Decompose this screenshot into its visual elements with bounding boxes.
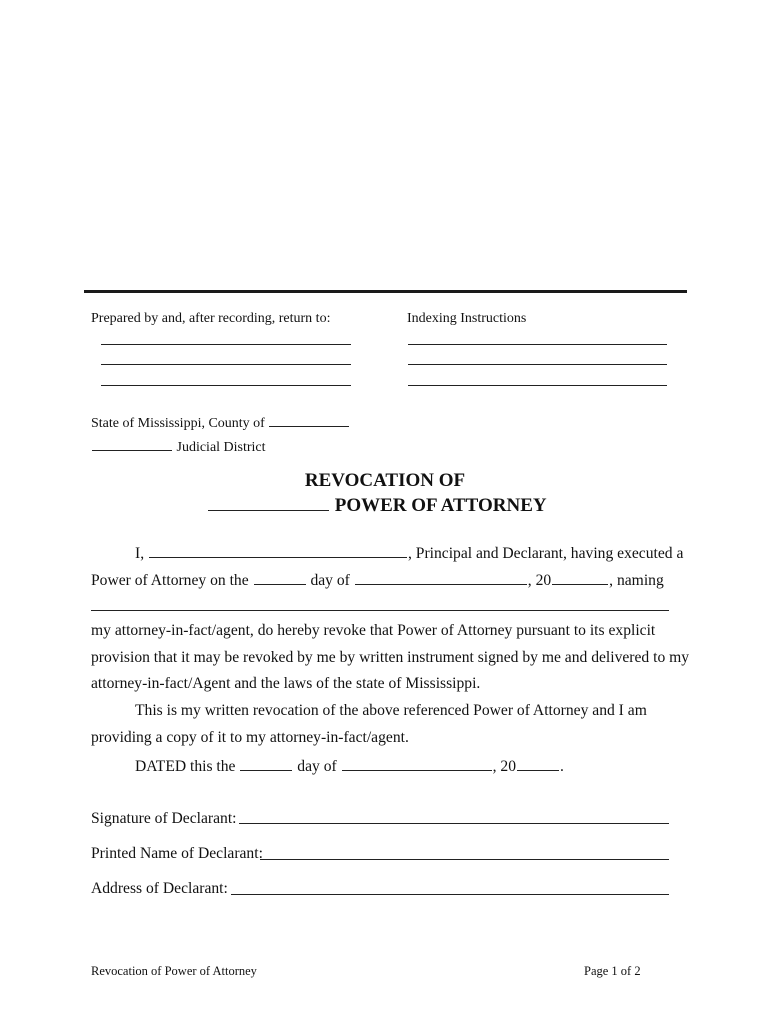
principal-name-blank[interactable] (149, 543, 407, 558)
district-blank[interactable] (92, 436, 172, 451)
dated-day-of-text: day of (297, 758, 337, 775)
address-line[interactable] (231, 894, 669, 895)
dated-20-text: , 20 (492, 758, 516, 775)
signature-line[interactable] (239, 823, 669, 824)
printed-name-label: Printed Name of Declarant: (91, 845, 263, 862)
executed-day-blank[interactable] (254, 570, 306, 585)
body-line-2 (91, 570, 664, 590)
executed-month-blank[interactable] (355, 570, 527, 585)
signature-label: Signature of Declarant: (91, 810, 237, 827)
footer-page-number: Page 1 of 2 (584, 964, 641, 978)
county-blank[interactable] (269, 412, 349, 427)
prepared-by-label: Prepared by and, after recording, return to: (91, 311, 331, 326)
state-county-line (91, 412, 350, 432)
dated-day-blank[interactable] (240, 756, 292, 771)
body-line-5: attorney-in-fact/Agent and the laws of the state of Mississippi. (91, 675, 481, 692)
dated-year-blank[interactable] (517, 756, 559, 771)
body-20-text: , 20 (527, 572, 552, 589)
poa-type-blank[interactable] (208, 494, 329, 511)
header-rule (84, 290, 687, 293)
body-i: I, (135, 545, 145, 562)
judicial-district-line (91, 436, 266, 456)
body-principal-text: , Principal and Declarant, having executed a (408, 545, 684, 562)
executed-year-blank[interactable] (552, 570, 608, 585)
footer-title: Revocation of Power of Attorney (91, 964, 257, 978)
dated-line (135, 756, 564, 776)
title-line-2 (207, 494, 547, 517)
indexing-line-1[interactable] (408, 344, 667, 345)
title-revocation-of: REVOCATION OF (304, 470, 466, 491)
indexing-line-3[interactable] (408, 385, 667, 386)
body-line-6: This is my written revocation of the above referenced Power of Attorney and I am (135, 702, 647, 719)
dated-month-blank[interactable] (342, 756, 492, 771)
dated-period: . (560, 758, 564, 775)
body-poa-text: Power of Attorney on the (91, 572, 249, 589)
body-day-of-text: day of (310, 572, 350, 589)
dated-this-the-text: DATED this the (135, 758, 236, 775)
printed-name-line[interactable] (260, 859, 669, 860)
address-label: Address of Declarant: (91, 880, 228, 897)
return-to-line-2[interactable] (101, 364, 351, 365)
agent-name-line[interactable] (91, 610, 669, 611)
state-county-label: State of Mississippi, County of (91, 416, 265, 431)
title-line-1 (0, 470, 770, 492)
return-to-line-1[interactable] (101, 344, 351, 345)
judicial-district-label: Judicial District (176, 440, 266, 455)
return-to-line-3[interactable] (101, 385, 351, 386)
title-power-of-attorney: POWER OF ATTORNEY (334, 495, 547, 516)
body-line-7: providing a copy of it to my attorney-in-fact/agent. (91, 729, 409, 746)
body-line-4: provision that it may be revoked by me by written instrument signed by me and delivered to my (91, 649, 690, 666)
body-naming-text: , naming (609, 572, 664, 589)
indexing-line-2[interactable] (408, 364, 667, 365)
body-line-3: my attorney-in-fact/agent, do hereby revoke that Power of Attorney pursuant to its explicit (91, 622, 656, 639)
indexing-instructions-label: Indexing Instructions (407, 311, 527, 326)
body-line-1 (135, 543, 683, 563)
